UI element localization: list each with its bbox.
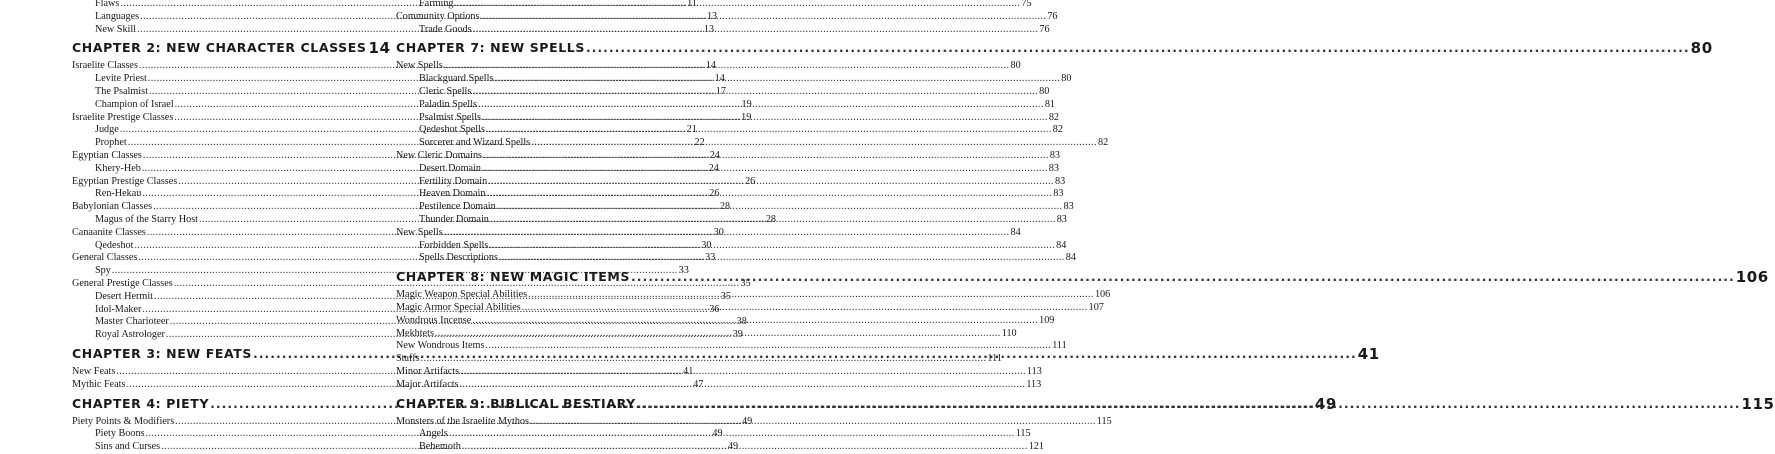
toc-entry-title: Israelite Prestige Classes bbox=[72, 111, 174, 123]
toc-page-number: 83 bbox=[1049, 149, 1061, 161]
toc-page-number: 80 bbox=[1690, 39, 1713, 58]
toc-entry-title: Sins and Curses bbox=[95, 441, 161, 453]
toc-page-number: 80 bbox=[1061, 73, 1072, 85]
dot-leader bbox=[460, 366, 1026, 379]
toc-entry-title: Idol-Maker bbox=[95, 303, 142, 315]
toc-entry-title: Piety Points & Modifiers bbox=[72, 415, 175, 427]
toc-page-number: 35 bbox=[740, 277, 751, 289]
toc-page-number: 33 bbox=[678, 265, 689, 277]
dot-leader bbox=[462, 441, 1028, 454]
toc-page-number: 30 bbox=[701, 239, 712, 251]
toc-page-number: 106 bbox=[1094, 289, 1111, 301]
toc-entry-title: Mekhtets bbox=[396, 327, 434, 339]
toc-entry-title: Fertility Domain bbox=[419, 175, 488, 187]
toc-entry-title: Judge bbox=[95, 124, 119, 136]
toc-entry-title: Canaanite Classes bbox=[72, 226, 146, 238]
toc-page-number: 26 bbox=[745, 175, 756, 187]
toc-page-number: 82 bbox=[1048, 111, 1059, 123]
dot-leader bbox=[522, 302, 1088, 315]
dot-leader bbox=[494, 73, 1060, 86]
toc-page-number: 35 bbox=[720, 290, 731, 302]
toc-entry-title: CHAPTER 8: NEW MAGIC ITEMS bbox=[396, 269, 631, 285]
dot-leader bbox=[473, 24, 1039, 37]
dot-leader bbox=[435, 328, 1001, 341]
toc-page-number: 83 bbox=[1055, 175, 1066, 187]
toc-entry-title: Ren-Hekau bbox=[95, 188, 142, 200]
toc-entry-title: Israelite Classes bbox=[72, 60, 138, 72]
dot-leader bbox=[489, 240, 1055, 253]
toc-page-number: 11 bbox=[687, 0, 697, 9]
toc-page-number: 84 bbox=[1065, 252, 1076, 264]
toc-page-number: 49 bbox=[1314, 394, 1337, 413]
toc-entry-title: Magic Weapon Special Abilities bbox=[396, 289, 528, 301]
toc-page-number: 24 bbox=[708, 162, 719, 174]
toc-entry-title: Master Charioteer bbox=[95, 316, 169, 328]
toc-page-number: 80 bbox=[1039, 85, 1050, 97]
toc-page-number: 38 bbox=[736, 316, 747, 328]
toc-page-number: 82 bbox=[1052, 124, 1063, 136]
toc-entry-title: Egyptian Prestige Classes bbox=[72, 175, 178, 187]
toc-entry-title: Angels bbox=[419, 428, 448, 440]
toc-chapter-heading-chapter-7-new-spells bbox=[396, 36, 1713, 60]
dot-leader bbox=[485, 340, 1051, 353]
dot-leader bbox=[481, 11, 1047, 24]
toc-page-number: 115 bbox=[1015, 428, 1031, 440]
toc-page-number: 28 bbox=[765, 213, 776, 225]
toc-entry-title: Champion of Israel bbox=[95, 98, 174, 110]
toc-page-number: 22 bbox=[694, 137, 705, 149]
toc-page-number: 109 bbox=[1039, 314, 1055, 326]
dot-leader bbox=[637, 392, 1741, 416]
toc-entry-title: Magic Armor Special Abilities bbox=[396, 301, 521, 313]
dot-leader bbox=[444, 227, 1010, 240]
toc-entry-title: New Spells bbox=[396, 226, 443, 238]
dot-leader bbox=[472, 86, 1038, 99]
toc-page-number: 41 bbox=[1357, 344, 1380, 363]
toc-entry-title: New Cleric Domains bbox=[396, 149, 483, 161]
toc-page-number: 14 bbox=[705, 60, 716, 72]
toc-entry-qedeshot-spells bbox=[396, 124, 1063, 137]
dot-leader bbox=[421, 353, 987, 366]
toc-entry-title: Trade Goods bbox=[419, 23, 472, 35]
dot-leader bbox=[472, 315, 1038, 328]
toc-page-number: 84 bbox=[1010, 226, 1021, 238]
dot-leader bbox=[488, 176, 1054, 189]
toc-entry-minor-artifacts bbox=[396, 365, 1042, 379]
dot-leader bbox=[631, 265, 1735, 289]
toc-page-number: 81 bbox=[1044, 98, 1056, 110]
toc-page-number: 28 bbox=[719, 201, 731, 213]
toc-page-number: 115 bbox=[1096, 415, 1112, 427]
toc-entry-staffs bbox=[396, 353, 1002, 366]
toc-entry-title: New Skill bbox=[95, 23, 137, 35]
dot-leader bbox=[531, 137, 1097, 150]
toc-page-number: 36 bbox=[709, 303, 720, 315]
toc-entry-title: Levite Priest bbox=[95, 73, 147, 85]
toc-page-number: 83 bbox=[1056, 213, 1067, 225]
toc-page-number: 106 bbox=[1735, 268, 1769, 287]
toc-page-number: 84 bbox=[1056, 239, 1067, 251]
dot-leader bbox=[528, 289, 1094, 302]
dot-leader bbox=[490, 214, 1056, 227]
toc-page-number: 47 bbox=[693, 378, 704, 390]
toc-entry-farming bbox=[396, 0, 1032, 11]
toc-page-number: 21 bbox=[686, 124, 697, 136]
toc-entry-title: Spells Descriptions bbox=[419, 252, 498, 264]
dot-leader bbox=[586, 36, 1690, 60]
toc-entry-title: Sorcerer and Wizard Spells bbox=[419, 137, 531, 149]
toc-entry-new-wondrous-items bbox=[396, 340, 1067, 353]
toc-page-number: 49 bbox=[712, 428, 723, 440]
toc-entry-title: Thunder Domain bbox=[419, 213, 489, 225]
toc-page-number: 115 bbox=[1741, 394, 1775, 413]
toc-page-number: 113 bbox=[1026, 365, 1042, 377]
toc-entry-title: Community Options bbox=[396, 10, 480, 22]
dot-leader bbox=[482, 163, 1048, 176]
toc-page-number: 19 bbox=[741, 98, 752, 110]
toc-page-number: 82 bbox=[1097, 137, 1109, 149]
toc-entry-title: Egyptian Classes bbox=[72, 149, 142, 161]
toc-entry-title: Prophet bbox=[95, 137, 127, 149]
dot-leader bbox=[483, 150, 1049, 163]
toc-entry-title: Psalmist Spells bbox=[419, 111, 481, 123]
toc-entry-title: CHAPTER 2: NEW CHARACTER CLASSES bbox=[72, 40, 367, 56]
toc-entry-title: Minor Artifacts bbox=[396, 365, 460, 377]
toc-entry-title: CHAPTER 4: PIETY bbox=[72, 395, 210, 411]
dot-leader bbox=[449, 428, 1015, 441]
toc-entry-title: Qedeshot bbox=[95, 239, 134, 251]
toc-entry-title: Monsters of the Israelite Mythos bbox=[396, 415, 529, 427]
toc-entry-title: Royal Astrologer bbox=[95, 329, 165, 341]
dot-leader bbox=[482, 112, 1048, 125]
toc-entry-title: Babylonian Classes bbox=[72, 201, 153, 213]
dot-leader bbox=[460, 379, 1026, 392]
toc-entry-title: Mythic Feats bbox=[72, 378, 126, 390]
toc-entry-title: General Prestige Classes bbox=[72, 277, 173, 289]
toc-page-number: 76 bbox=[1039, 23, 1050, 35]
toc-entry-title: Farming bbox=[419, 0, 454, 9]
toc-page-number: 83 bbox=[1063, 201, 1074, 213]
toc-entry-title: Paladin Spells bbox=[419, 98, 478, 110]
dot-leader bbox=[530, 416, 1096, 429]
toc-entry-title: Heaven Domain bbox=[419, 188, 486, 200]
toc-page-number: 13 bbox=[706, 10, 718, 22]
toc-page-number: 24 bbox=[709, 149, 720, 161]
toc-page-number: 14 bbox=[368, 39, 391, 58]
toc-entry-title: Wondrous Incense bbox=[396, 314, 472, 326]
toc-page-number: 19 bbox=[741, 111, 752, 123]
toc-page-number: 113 bbox=[1026, 378, 1042, 390]
toc-page-number: 80 bbox=[1010, 60, 1021, 72]
dot-leader bbox=[497, 201, 1063, 214]
toc-page-number: 110 bbox=[1001, 327, 1017, 339]
toc-entry-title: Languages bbox=[95, 10, 140, 22]
toc-entry-title: New Spells bbox=[396, 60, 443, 72]
dot-leader bbox=[455, 0, 1021, 11]
toc-page-number: 76 bbox=[1047, 10, 1058, 22]
toc-page-number: 26 bbox=[709, 188, 720, 200]
dot-leader bbox=[478, 99, 1044, 112]
toc-entry-title: Forbidden Spells bbox=[419, 239, 489, 251]
toc-entry-title: Magus of the Starry Host bbox=[95, 213, 198, 225]
toc-page-number: 111 bbox=[1052, 340, 1067, 352]
toc-page-number: 13 bbox=[703, 23, 715, 35]
toc-entry-title: Flaws bbox=[95, 0, 120, 9]
toc-entry-title: Blackguard Spells bbox=[419, 73, 494, 85]
toc-entry-title: Cleric Spells bbox=[419, 85, 472, 97]
toc-entry-title: New Feats bbox=[72, 365, 116, 377]
dot-leader bbox=[444, 60, 1010, 73]
toc-entry-title: CHAPTER 9: BIBLICAL BESTIARY bbox=[396, 395, 636, 411]
toc-chapter-heading-chapter-2-new-character-classes bbox=[72, 36, 391, 60]
toc-page-number: 49 bbox=[741, 415, 753, 427]
toc-page-number: 30 bbox=[713, 226, 724, 238]
toc-page-number: 33 bbox=[705, 252, 716, 264]
toc-entry-title: Pestilence Domain bbox=[419, 201, 496, 213]
toc-entry-title: Khery-Heb bbox=[95, 162, 141, 174]
toc-entry-title: Spy bbox=[95, 265, 111, 277]
toc-entry-title: Behemoth bbox=[419, 441, 461, 453]
toc-entry-title: Staffs bbox=[396, 353, 420, 365]
toc-entry-title: Desert Hermit bbox=[95, 290, 153, 302]
dot-leader bbox=[486, 124, 1052, 137]
dot-leader bbox=[486, 188, 1052, 201]
toc-entry-title: The Psalmist bbox=[95, 85, 148, 97]
dot-leader bbox=[499, 252, 1065, 265]
toc-entry-title: CHAPTER 7: NEW SPELLS bbox=[396, 40, 585, 56]
toc-entry-title: General Classes bbox=[72, 252, 138, 264]
toc-page-number: 111 bbox=[987, 353, 1002, 365]
toc-page-number: 121 bbox=[1028, 441, 1044, 453]
toc-page-number: 14 bbox=[714, 73, 725, 85]
toc-page-number: 41 bbox=[683, 365, 694, 377]
toc-page-number: 83 bbox=[1048, 162, 1059, 174]
toc-entry-title: Piety Boons bbox=[95, 428, 145, 440]
toc-entry-title: Qedeshot Spells bbox=[419, 124, 485, 136]
toc-page-number: 75 bbox=[1021, 0, 1032, 9]
toc-page-number: 39 bbox=[732, 329, 743, 341]
toc-entry-title: Desert Domain bbox=[419, 162, 481, 174]
toc-page-number: 107 bbox=[1088, 301, 1104, 313]
toc-page-number: 49 bbox=[727, 441, 739, 453]
toc-entry-title: CHAPTER 3: NEW FEATS bbox=[72, 345, 253, 361]
toc-page-number: 83 bbox=[1053, 188, 1064, 200]
toc-entry-title: New Wondrous Items bbox=[396, 340, 485, 352]
toc-entry-title: Major Artifacts bbox=[396, 378, 459, 390]
toc-page-number: 17 bbox=[715, 85, 726, 97]
